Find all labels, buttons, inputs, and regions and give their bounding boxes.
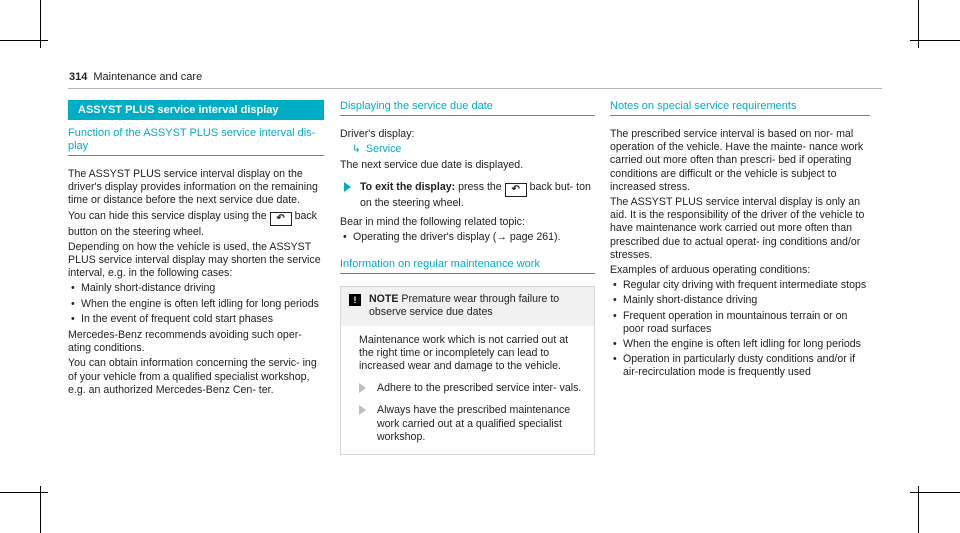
step-arrow-icon: [344, 182, 351, 192]
step-arrow-icon: [359, 405, 366, 415]
paragraph: Mercedes-Benz recommends avoiding such oper- ating conditions.: [68, 329, 302, 355]
column-3: [610, 100, 870, 383]
list-item: • In the event of frequent cold start phases: [68, 313, 324, 326]
crop-mark: [910, 40, 960, 41]
path-arrow-icon: ↳: [352, 143, 361, 156]
list-item: • When the engine is often left idling for long periods: [68, 298, 324, 311]
instruction-step: Always have the prescribed maintenance work carried out at a qualified specialist workshop.: [359, 404, 582, 444]
section-title-information: Information on regular maintenance work: [340, 258, 595, 274]
crop-mark: [910, 492, 960, 493]
column-2: [340, 100, 595, 455]
list-item: • Frequent operation in mountainous terrain or on poor road surfaces: [610, 310, 870, 336]
paragraph: You can hide this service display using the ↶ back button on the steering wheel.: [68, 209, 317, 238]
crop-mark: [0, 492, 48, 493]
step-arrow-icon: [359, 383, 366, 393]
note-label: NOTE: [369, 293, 399, 306]
crop-mark: [918, 486, 919, 533]
paragraph: Driver's display:: [340, 128, 415, 140]
instruction-step: Adhere to the prescribed service inter- vals.: [359, 382, 582, 395]
list-item: • Regular city driving with frequent intermediate stops: [610, 279, 870, 292]
paragraph: The next service due date is displayed.: [340, 159, 524, 172]
note-body: [341, 326, 594, 454]
list-item: • Operating the driver's display (→ page 261).: [340, 231, 595, 244]
paragraph: The ASSYST PLUS service interval display on the driver's display provides information on the remaining time or distance before the next service due date.: [68, 168, 318, 207]
note-header: ! NOTE Premature wear through failure to observe service due dates: [341, 287, 594, 325]
header-rule: [68, 88, 882, 89]
paragraph: Examples of arduous operating conditions:: [610, 264, 811, 277]
menu-service: Service: [366, 143, 402, 156]
list-item: • When the engine is often left idling for long periods: [610, 338, 870, 351]
section-title-displaying: Displaying the service due date: [340, 100, 595, 116]
bullet-list: [610, 279, 870, 379]
page-number: 314: [69, 71, 88, 83]
list-item: • Operation in particularly dusty conditions and/or if air-recirculation mode is frequently used: [610, 353, 870, 379]
crop-mark: [40, 486, 41, 533]
section-title-notes: Notes on special service requirements: [610, 100, 870, 116]
section-name: Maintenance and care: [93, 71, 203, 83]
paragraph: The prescribed service interval is based on nor- mal operation of the vehicle. Have the mainte- nance work carried out more often than prescri- bed if operating conditions are difficult or the vehicle is subject to increased stress.: [610, 128, 864, 193]
paragraph: Bear in mind the following related topic:: [340, 215, 525, 228]
paragraph: Maintenance work which is not carried out at the right time or incompletely can lead to increased wear and damage to the vehicle.: [359, 333, 569, 373]
page-header: [69, 71, 202, 83]
instruction-step: To exit the display: press the ↶ back but- ton on the steering wheel.: [340, 181, 595, 210]
back-button-icon: ↶: [505, 183, 527, 197]
chapter-bar: ASSYST PLUS service interval display: [68, 100, 324, 120]
column-1: [68, 100, 324, 399]
bullet-list: [68, 282, 324, 326]
back-button-icon: ↶: [270, 212, 292, 226]
paragraph: Depending on how the vehicle is used, the ASSYST PLUS service interval display may shorten the service interval, e.g. in the following cases:: [68, 240, 321, 280]
menu-path: [352, 143, 595, 156]
warning-icon: !: [349, 294, 361, 306]
list-item: • Mainly short-distance driving: [68, 282, 324, 295]
list-item: • Mainly short-distance driving: [610, 294, 870, 307]
note-box: [340, 286, 595, 455]
section-title-function: Function of the ASSYST PLUS service interval dis- play: [68, 127, 324, 156]
paragraph: The ASSYST PLUS service interval display is only an aid. It is the responsibility of the driver of the vehicle to have maintenance work carried out more often than prescribed due to actual operat- ing conditions and/or stresses.: [610, 196, 865, 261]
bullet-list: [340, 231, 595, 244]
paragraph: You can obtain information concerning the servic- ing of your vehicle from a qualified specialist workshop, e.g. an authorized Mercedes-Benz Cen- ter.: [68, 357, 317, 396]
crop-mark: [0, 40, 48, 41]
